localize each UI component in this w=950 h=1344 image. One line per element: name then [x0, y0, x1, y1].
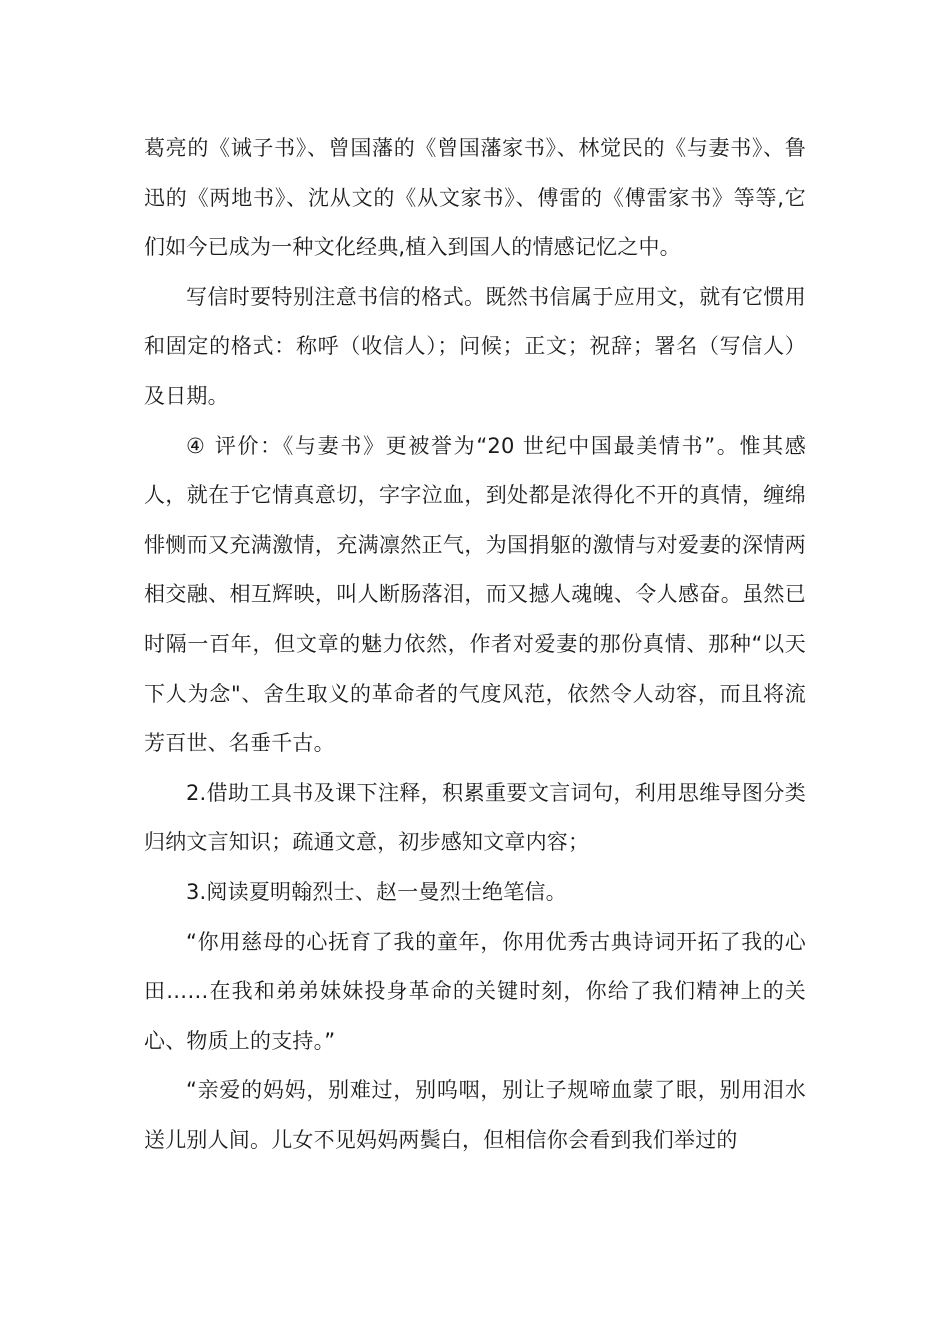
paragraph-quote-zhao-yiman: “亲爱的妈妈，别难过，别呜咽，别让子规啼血蒙了眼，别用泪水送儿别人间。儿女不见妈妈两鬓白，但相信你会看到我们举过的: [144, 1078, 806, 1152]
paragraph-evaluation: ④ 评价：《与妻书》更被誉为“20 世纪中国最美情书”。惟其感人，就在于它情真意切，字字泣血，到处都是浓得化不开的真情，缠绵悱恻而又充满激情，充满凛然正气，为国捐躯的激情与对爱妻的深情两相交融、相互辉映，叫人断肠落泪，而又撼人魂魄、令人感奋。虽然已时隔一百年，但文章的魅力依然，作者对爱妻的那份真情、那种“以天下人为念"、舍生取义的革命者的气度风范，依然令人动容，而且将流芳百世、名垂千古。: [144, 433, 806, 756]
paragraph-famous-letters: 葛亮的《诫子书》、曾国藩的《曾国藩家书》、林觉民的《与妻书》、鲁迅的《两地书》、沈从文的《从文家书》、傅雷的《傅雷家书》等等,它们如今已成为一种文化经典,植入到国人的情感记忆之中。: [144, 136, 806, 260]
document-page: [144, 124, 806, 1165]
paragraph-quote-xia-minghan: “你用慈母的心抚育了我的童年，你用优秀古典诗词开拓了我的心田……在我和弟弟妹妹投身革命的关键时刻，你给了我们精神上的关心、物质上的支持。”: [144, 929, 806, 1053]
paragraph-study-step-2: 2.借助工具书及课下注释，积累重要文言词句，利用思维导图分类归纳文言知识；疏通文意，初步感知文章内容；: [144, 780, 806, 855]
paragraph-letter-format: 写信时要特别注意书信的格式。既然书信属于应用文，就有它惯用和固定的格式：称呼（收信人）；问候；正文；祝辞；署名（写信人）及日期。: [144, 284, 806, 408]
paragraph-study-step-3: 3.阅读夏明翰烈士、赵一曼烈士绝笔信。: [186, 879, 567, 904]
